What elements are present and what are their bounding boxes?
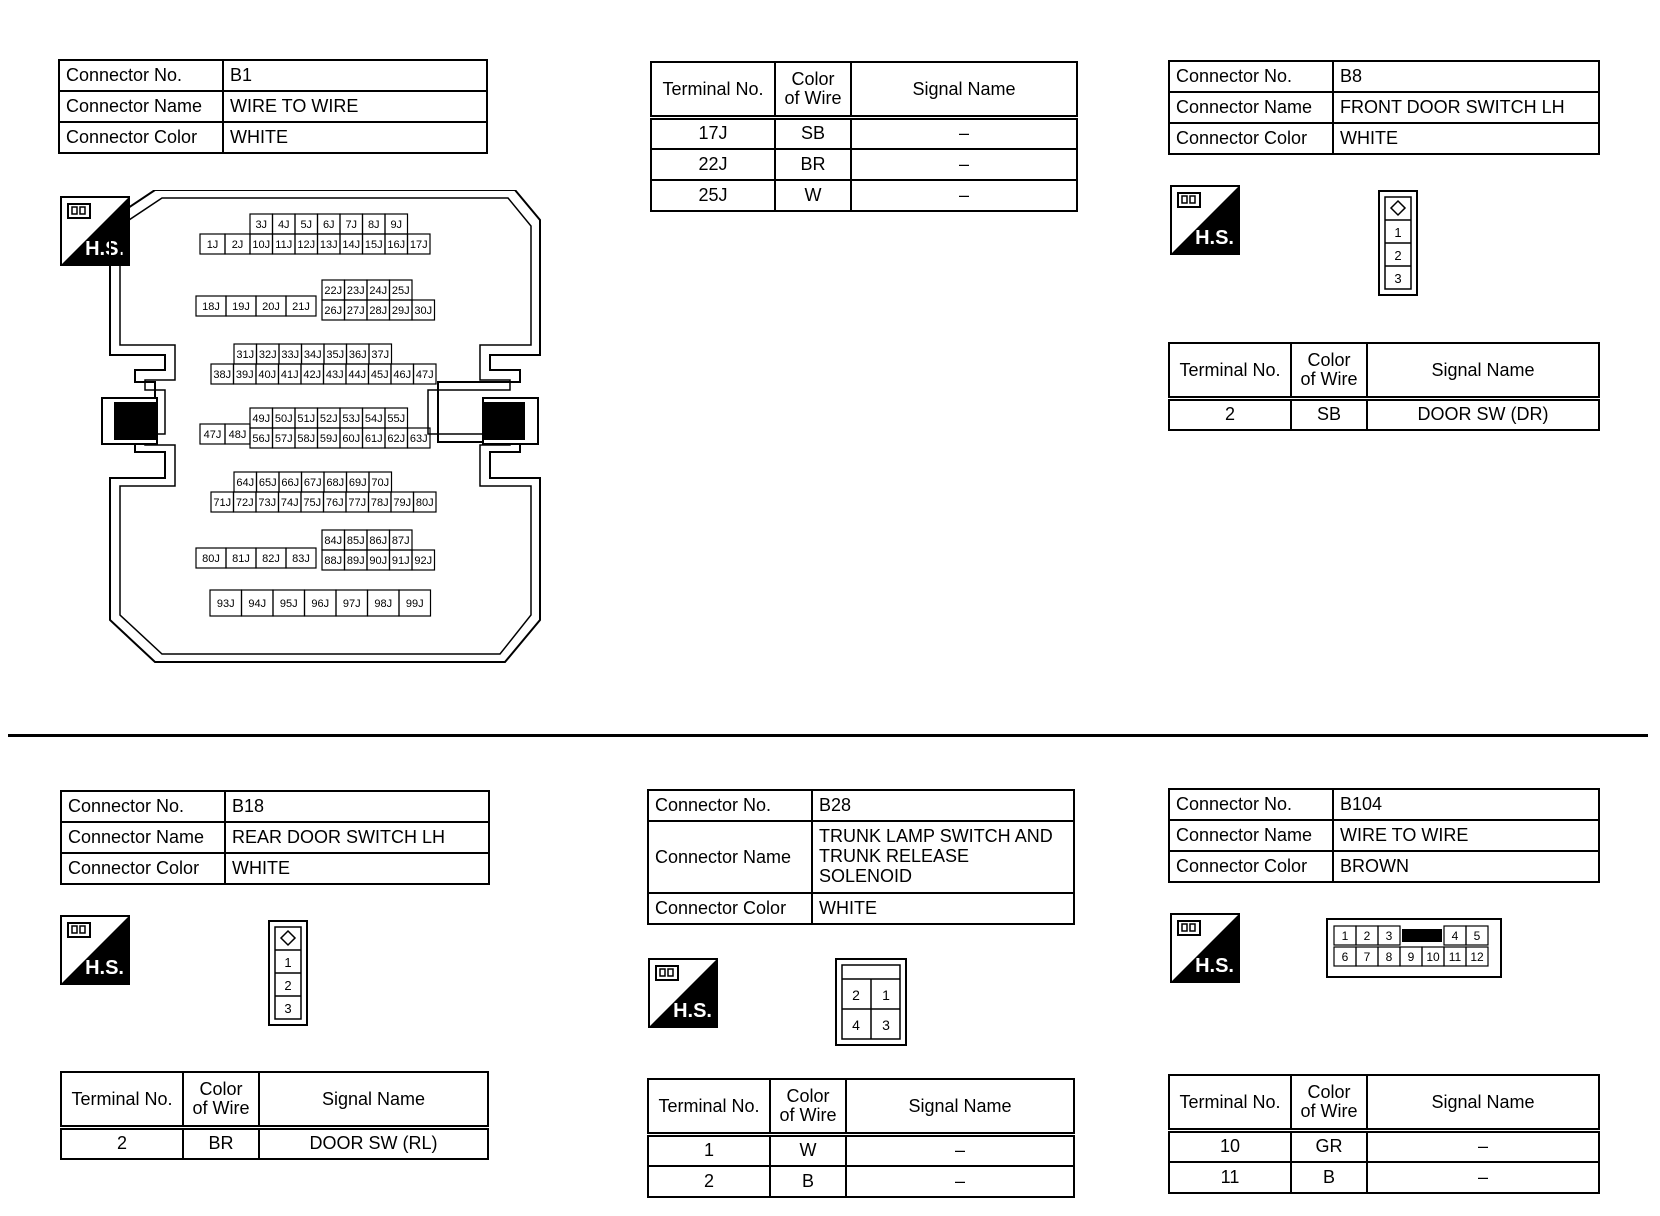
pin-label: 1 <box>1394 225 1402 240</box>
pin-label: 2 <box>852 987 860 1003</box>
pin-label: 20J <box>262 301 280 313</box>
connector-no-value: B1 <box>223 60 487 91</box>
connector-name-value: WIRE TO WIRE <box>1333 820 1599 851</box>
connector-name-label: Connector Name <box>648 821 812 893</box>
wire-color: SB <box>1291 399 1367 430</box>
b28-connector-face <box>835 958 909 1048</box>
pin-label: 53J <box>342 413 361 425</box>
signal-name-header: Signal Name <box>259 1072 488 1128</box>
signal-name-header: Signal Name <box>1367 343 1599 399</box>
pin-label: 85J <box>346 535 365 547</box>
b104-terminal-table <box>1168 1074 1600 1194</box>
pin-label: 98J <box>374 598 393 610</box>
terminal-no-header: Terminal No. <box>61 1072 183 1128</box>
table-row <box>1169 399 1599 430</box>
key-diamond-icon <box>1391 201 1405 215</box>
connector-name-value: WIRE TO WIRE <box>223 91 487 122</box>
table-row <box>651 149 1077 180</box>
pin-label: 28J <box>369 305 388 317</box>
connector-no-label: Connector No. <box>61 791 225 822</box>
pin-label: 10 <box>1426 950 1440 964</box>
section-divider <box>8 734 1648 737</box>
pin-label: 49J <box>252 413 271 425</box>
pin-label: 2J <box>231 239 244 251</box>
pin-label: 54J <box>364 413 383 425</box>
terminal-no-header: Terminal No. <box>651 62 775 118</box>
terminal-no: 2 <box>1169 399 1291 430</box>
pin-label: 9J <box>390 219 403 231</box>
pin-label: 67J <box>303 477 322 489</box>
pin-label: 62J <box>387 433 406 445</box>
pin-label: 2 <box>1363 929 1371 943</box>
signal-name-header: Signal Name <box>1367 1075 1599 1131</box>
pin-label: 12 <box>1470 950 1484 964</box>
pin-label: 1 <box>1341 929 1349 943</box>
pin-label: 69J <box>348 477 367 489</box>
pin-label: 36J <box>348 349 367 361</box>
pin-label: 1 <box>882 987 890 1003</box>
pin-label: 57J <box>274 433 293 445</box>
b8-terminal-table <box>1168 342 1600 431</box>
connector-no-label: Connector No. <box>1169 789 1333 820</box>
pin-label: 21J <box>292 301 310 313</box>
connector-name-value: FRONT DOOR SWITCH LH <box>1333 92 1599 123</box>
pin-label: 25J <box>391 285 410 297</box>
pin-label: 24J <box>369 285 388 297</box>
hs-label: H.S. <box>1195 227 1234 249</box>
signal-name: DOOR SW (DR) <box>1367 399 1599 430</box>
connector-no-value: B28 <box>812 790 1074 821</box>
pin-label: 64J <box>236 477 255 489</box>
pin-label: 6J <box>322 219 335 231</box>
table-row <box>651 118 1077 149</box>
pin-label: 87J <box>391 535 410 547</box>
color-of-wire-header: Color of Wire <box>770 1079 846 1135</box>
pin-label: 70J <box>371 477 390 489</box>
pin-label: 63J <box>409 433 428 445</box>
pin-label: 47J <box>203 429 222 441</box>
signal-name: DOOR SW (RL) <box>259 1128 488 1159</box>
b8-connector-face <box>1378 190 1422 298</box>
pin-label: 74J <box>280 497 299 509</box>
terminal-no-header: Terminal No. <box>1169 343 1291 399</box>
pin-label: 71J <box>213 497 232 509</box>
pin-label: 88J <box>324 555 343 567</box>
pin-label: 30J <box>414 305 433 317</box>
pin-label: 12J <box>297 239 316 251</box>
terminal-no-header: Terminal No. <box>648 1079 770 1135</box>
pin-label: 33J <box>281 349 300 361</box>
b8-connector-info <box>1168 60 1600 155</box>
pin-label: 46J <box>393 369 412 381</box>
pin-label: 4J <box>277 219 290 231</box>
pin-label: 27J <box>346 305 365 317</box>
b1-terminal-table <box>650 61 1078 212</box>
pin-label: 47J <box>415 369 434 381</box>
signal-name: – <box>846 1166 1074 1197</box>
pin-label: 15J <box>364 239 383 251</box>
pin-label: 7 <box>1363 950 1371 964</box>
color-of-wire-header: Color of Wire <box>1291 1075 1367 1131</box>
pin-label: 52J <box>319 413 338 425</box>
terminal-no: 1 <box>648 1135 770 1166</box>
wire-color: SB <box>775 118 851 149</box>
pin-label: 94J <box>248 598 267 610</box>
pin-label: 72J <box>235 497 254 509</box>
wire-color: GR <box>1291 1131 1367 1162</box>
pin-label: 80J <box>415 497 434 509</box>
pin-label: 11J <box>275 239 293 251</box>
table-row <box>61 1128 488 1159</box>
pin-label: 3J <box>255 219 268 231</box>
pin-label: 89J <box>346 555 365 567</box>
pin-label: 51J <box>297 413 316 425</box>
pin-label: 96J <box>311 598 330 610</box>
pin-label: 23J <box>346 285 365 297</box>
pin-label: 19J <box>232 301 250 313</box>
connector-no-label: Connector No. <box>1169 61 1333 92</box>
pin-label: 48J <box>228 429 247 441</box>
pin-label: 9 <box>1407 950 1415 964</box>
pin-label: 4 <box>852 1017 860 1033</box>
pin-label: 8 <box>1385 950 1393 964</box>
hs-label: H.S. <box>673 1000 712 1022</box>
hs-label: H.S. <box>85 957 124 979</box>
signal-name: – <box>1367 1162 1599 1193</box>
connector-name-value: TRUNK LAMP SWITCH AND TRUNK RELEASE SOLENOID <box>812 821 1074 893</box>
pin-label: 35J <box>326 349 345 361</box>
wire-color: BR <box>183 1128 259 1159</box>
pin-label: 7J <box>345 219 358 231</box>
pin-label: 2 <box>1394 248 1402 263</box>
signal-name: – <box>851 149 1077 180</box>
pin-label: 93J <box>216 598 235 610</box>
terminal-no: 2 <box>61 1128 183 1159</box>
pin-label: 95J <box>279 598 298 610</box>
pin-label: 13J <box>319 239 338 251</box>
pin-label: 68J <box>326 477 345 489</box>
hs-label: H.S. <box>1195 955 1234 977</box>
hs-label: H.S. <box>85 238 124 260</box>
pin-label: 37J <box>371 349 390 361</box>
connector-color-label: Connector Color <box>648 893 812 924</box>
table-row <box>1169 1162 1599 1193</box>
table-row <box>1169 1131 1599 1162</box>
pin-label: 10J <box>252 239 271 251</box>
pin-label: 66J <box>281 477 300 489</box>
connector-name-label: Connector Name <box>1169 820 1333 851</box>
b104-harness-side-icon <box>1170 913 1240 983</box>
color-of-wire-header: Color of Wire <box>1291 343 1367 399</box>
wire-color: BR <box>775 149 851 180</box>
b18-connector-face <box>268 920 312 1028</box>
color-of-wire-header: Color of Wire <box>183 1072 259 1128</box>
pin-label: 97J <box>342 598 361 610</box>
connector-no-value: B8 <box>1333 61 1599 92</box>
pin-label: 3 <box>1385 929 1393 943</box>
pin-label: 59J <box>319 433 338 445</box>
pin-label: 61J <box>364 433 383 445</box>
pin-label: 75J <box>303 497 322 509</box>
pin-label: 11 <box>1448 950 1462 964</box>
pin-label: 40J <box>258 369 277 381</box>
b18-harness-side-icon <box>60 915 130 985</box>
b1-connector-body <box>102 190 540 662</box>
connector-color-label: Connector Color <box>59 122 223 153</box>
connector-no-label: Connector No. <box>59 60 223 91</box>
pin-label: 58J <box>297 433 316 445</box>
connector-color-value: BROWN <box>1333 851 1599 882</box>
pin-label: 44J <box>348 369 367 381</box>
pin-label: 55J <box>387 413 406 425</box>
terminal-no: 10 <box>1169 1131 1291 1162</box>
pin-label: 42J <box>303 369 322 381</box>
b1-connector-info <box>58 59 488 154</box>
terminal-no-header: Terminal No. <box>1169 1075 1291 1131</box>
pin-label: 45J <box>370 369 389 381</box>
connector-no-value: B18 <box>225 791 489 822</box>
pin-label: 34J <box>303 349 322 361</box>
b104-connector-face <box>1326 918 1506 980</box>
pin-label: 6 <box>1341 950 1349 964</box>
pin-label: 5 <box>1473 929 1481 943</box>
pin-label: 16J <box>387 239 406 251</box>
pin-label: 50J <box>274 413 293 425</box>
signal-name: – <box>846 1135 1074 1166</box>
wire-color: B <box>1291 1162 1367 1193</box>
pin-label: 17J <box>409 239 428 251</box>
pin-label: 3 <box>1394 271 1402 286</box>
connector-name-label: Connector Name <box>1169 92 1333 123</box>
connector-color-label: Connector Color <box>1169 123 1333 154</box>
signal-name: – <box>851 180 1077 211</box>
pin-label: 86J <box>369 535 388 547</box>
wire-color: B <box>770 1166 846 1197</box>
pin-label: 65J <box>258 477 277 489</box>
connector-color-value: WHITE <box>812 893 1074 924</box>
pin-label: 5J <box>300 219 313 231</box>
wire-color: W <box>775 180 851 211</box>
key-diamond-icon <box>281 931 295 945</box>
terminal-no: 17J <box>651 118 775 149</box>
pin-label: 1 <box>284 955 292 970</box>
pin-label: 79J <box>393 497 412 509</box>
signal-name: – <box>851 118 1077 149</box>
b8-harness-side-icon <box>1170 185 1240 255</box>
pin-label: 4 <box>1451 929 1459 943</box>
connector-color-value: WHITE <box>223 122 487 153</box>
pin-label: 18J <box>202 301 220 313</box>
pin-label: 3 <box>882 1017 890 1033</box>
pin-label: 60J <box>342 433 361 445</box>
pin-label: 78J <box>370 497 389 509</box>
pin-label: 92J <box>414 555 433 567</box>
wire-color: W <box>770 1135 846 1166</box>
b28-harness-side-icon <box>648 958 718 1028</box>
pin-label: 76J <box>325 497 344 509</box>
table-row <box>648 1135 1074 1166</box>
pin-label: 43J <box>325 369 344 381</box>
pin-label: 84J <box>324 535 343 547</box>
table-row <box>648 1166 1074 1197</box>
connector-no-label: Connector No. <box>648 790 812 821</box>
b104-pin-grid <box>1334 926 1488 966</box>
b104-connector-info <box>1168 788 1600 883</box>
connector-name-label: Connector Name <box>61 822 225 853</box>
pin-label: 83J <box>292 553 310 565</box>
connector-color-value: WHITE <box>225 853 489 884</box>
pin-label: 80J <box>202 553 220 565</box>
table-row <box>651 180 1077 211</box>
signal-name: – <box>1367 1131 1599 1162</box>
pin-label: 1J <box>206 239 219 251</box>
pin-label: 8J <box>367 219 380 231</box>
b1-connector-face <box>100 190 580 700</box>
pin-label: 31J <box>236 349 255 361</box>
pin-label: 26J <box>324 305 343 317</box>
pin-label: 91J <box>391 555 410 567</box>
pin-label: 39J <box>235 369 254 381</box>
color-of-wire-header: Color of Wire <box>775 62 851 118</box>
b18-connector-info <box>60 790 490 885</box>
b1-pin-grid <box>196 214 436 616</box>
pin-label: 73J <box>258 497 277 509</box>
terminal-no: 11 <box>1169 1162 1291 1193</box>
pin-label: 14J <box>342 239 361 251</box>
b28-connector-info <box>647 789 1075 925</box>
connector-no-value: B104 <box>1333 789 1599 820</box>
connector-color-label: Connector Color <box>61 853 225 884</box>
signal-name-header: Signal Name <box>846 1079 1074 1135</box>
pin-label: 82J <box>262 553 280 565</box>
pin-label: 2 <box>284 978 292 993</box>
pin-label: 41J <box>280 369 299 381</box>
connector-name-label: Connector Name <box>59 91 223 122</box>
pin-label: 3 <box>284 1001 292 1016</box>
pin-label: 99J <box>405 598 424 610</box>
connector-name-value: REAR DOOR SWITCH LH <box>225 822 489 853</box>
terminal-no: 22J <box>651 149 775 180</box>
pin-label: 29J <box>391 305 410 317</box>
connector-color-value: WHITE <box>1333 123 1599 154</box>
pin-label: 77J <box>348 497 367 509</box>
key-block <box>1402 929 1442 942</box>
signal-name-header: Signal Name <box>851 62 1077 118</box>
pin-label: 32J <box>258 349 277 361</box>
b18-terminal-table <box>60 1071 489 1160</box>
pin-label: 81J <box>232 553 250 565</box>
terminal-no: 25J <box>651 180 775 211</box>
b28-terminal-table <box>647 1078 1075 1198</box>
terminal-no: 2 <box>648 1166 770 1197</box>
pin-label: 38J <box>213 369 232 381</box>
pin-label: 22J <box>324 285 343 297</box>
pin-label: 90J <box>369 555 388 567</box>
pin-label: 56J <box>252 433 271 445</box>
connector-color-label: Connector Color <box>1169 851 1333 882</box>
